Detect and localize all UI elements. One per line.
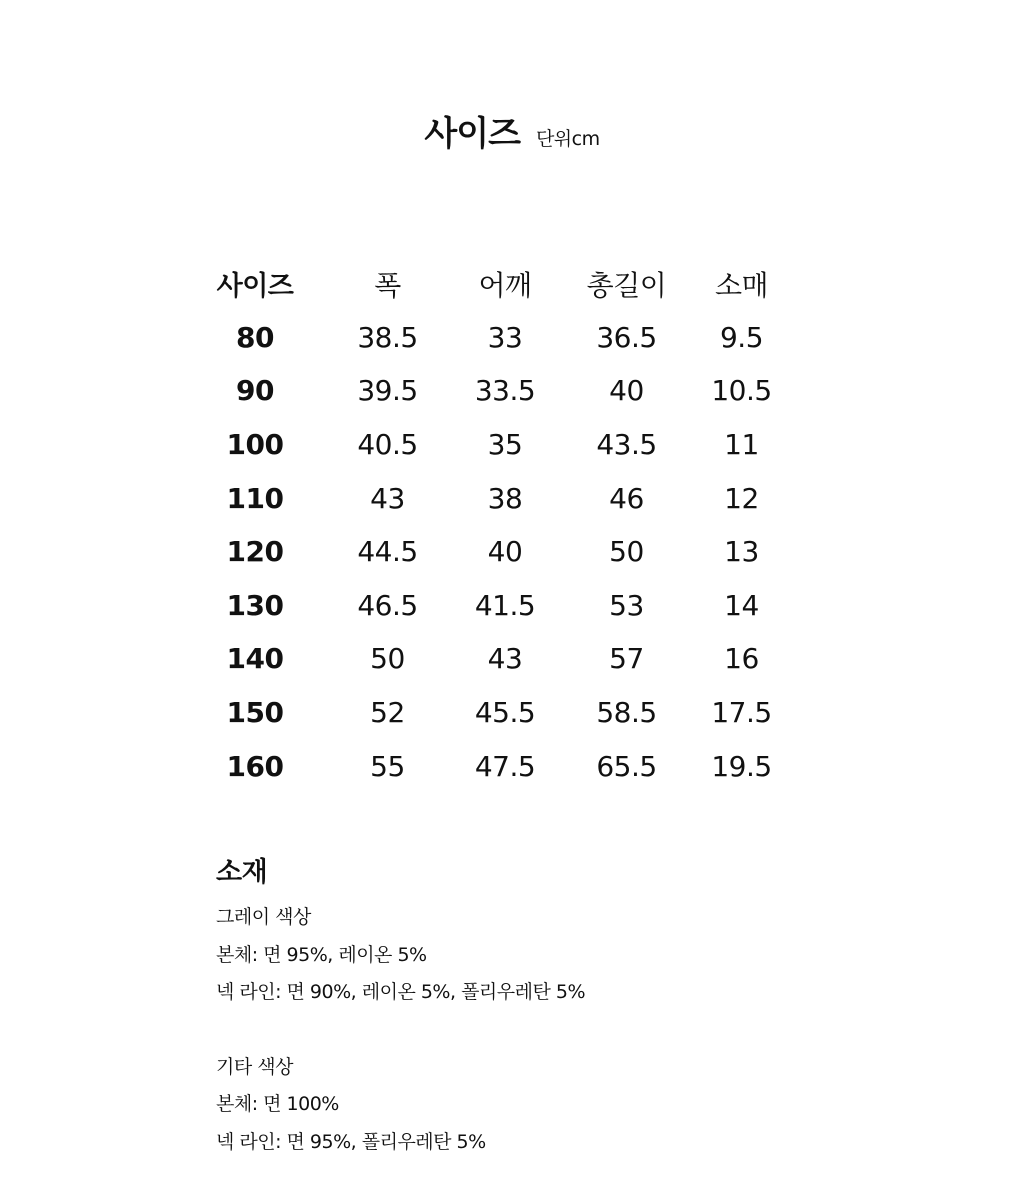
width-cell: 46.5 <box>357 588 418 622</box>
size-cell: 140 <box>226 642 284 676</box>
table-row <box>195 364 780 418</box>
table-header-row <box>195 257 780 311</box>
unit-label: 단위cm <box>535 128 600 150</box>
table-row <box>195 311 780 365</box>
table-row <box>195 632 780 686</box>
width-cell: 43 <box>370 481 405 515</box>
column-header-sleeve: 소매 <box>714 268 769 302</box>
shoulder-cell: 35 <box>487 428 523 462</box>
sleeve-cell: 10.5 <box>711 374 772 408</box>
length-cell: 50 <box>609 535 644 569</box>
width-cell: 38.5 <box>357 320 418 354</box>
length-cell: 46 <box>609 481 644 515</box>
length-cell: 65.5 <box>596 749 657 783</box>
shoulder-cell: 33 <box>487 320 523 354</box>
shoulder-cell: 41.5 <box>474 588 536 622</box>
table-row <box>195 739 780 793</box>
size-cell: 130 <box>226 588 284 622</box>
size-cell: 150 <box>226 696 284 730</box>
column-header-size: 사이즈 <box>216 271 294 303</box>
size-cell: 100 <box>226 428 284 462</box>
shoulder-cell: 45.5 <box>474 696 536 730</box>
shoulder-cell: 43 <box>487 642 523 676</box>
table-row <box>195 579 780 633</box>
shoulder-cell: 40 <box>487 535 523 569</box>
length-cell: 57 <box>609 642 644 676</box>
table-row <box>195 471 780 525</box>
length-cell: 40 <box>609 374 644 408</box>
size-cell: 110 <box>226 481 284 515</box>
sleeve-cell: 11 <box>724 428 759 462</box>
width-cell: 55 <box>370 749 405 783</box>
size-cell: 80 <box>236 320 274 354</box>
size-cell: 120 <box>226 535 284 569</box>
material-line: 본체: 면 95%, 레이온 5% <box>216 943 427 966</box>
sleeve-cell: 14 <box>724 588 759 622</box>
table-row <box>195 418 780 472</box>
sleeve-cell: 12 <box>724 481 759 515</box>
width-cell: 52 <box>370 696 405 730</box>
sleeve-cell: 16 <box>724 642 759 676</box>
material-group-title: 기타 색상 <box>216 1055 293 1078</box>
column-header-shoulder: 어깨 <box>478 268 532 302</box>
column-header-length: 총길이 <box>586 268 667 302</box>
material-heading: 소재 <box>216 857 268 888</box>
material-line: 넥 라인: 면 95%, 폴리우레탄 5% <box>216 1130 486 1153</box>
material-group-other <box>216 1049 585 1162</box>
material-line: 본체: 면 100% <box>216 1093 339 1115</box>
table-row <box>195 525 780 579</box>
material-group-title: 그레이 색상 <box>216 906 311 928</box>
material-section <box>216 850 585 1198</box>
sleeve-cell: 19.5 <box>711 749 772 783</box>
sleeve-cell: 9.5 <box>719 320 764 354</box>
shoulder-cell: 47.5 <box>474 749 536 783</box>
size-cell: 160 <box>226 749 284 783</box>
length-cell: 53 <box>609 588 644 622</box>
width-cell: 40.5 <box>357 428 418 462</box>
shoulder-cell: 38 <box>487 481 523 515</box>
length-cell: 43.5 <box>596 428 657 462</box>
length-cell: 58.5 <box>596 696 657 730</box>
width-cell: 39.5 <box>357 374 418 408</box>
size-cell: 90 <box>236 374 274 408</box>
size-table <box>195 257 780 793</box>
page-header <box>0 106 1024 155</box>
length-cell: 36.5 <box>596 320 657 354</box>
material-line: 넥 라인: 면 90%, 레이온 5%, 폴리우레탄 5% <box>216 981 586 1003</box>
sleeve-cell: 17.5 <box>711 696 772 730</box>
width-cell: 50 <box>370 642 405 676</box>
width-cell: 44.5 <box>357 535 418 569</box>
sleeve-cell: 13 <box>724 535 759 569</box>
shoulder-cell: 33.5 <box>474 374 536 408</box>
page-title: 사이즈 <box>424 114 520 154</box>
column-header-width: 폭 <box>374 268 401 302</box>
table-row <box>195 686 780 740</box>
material-group-gray <box>216 899 585 1012</box>
